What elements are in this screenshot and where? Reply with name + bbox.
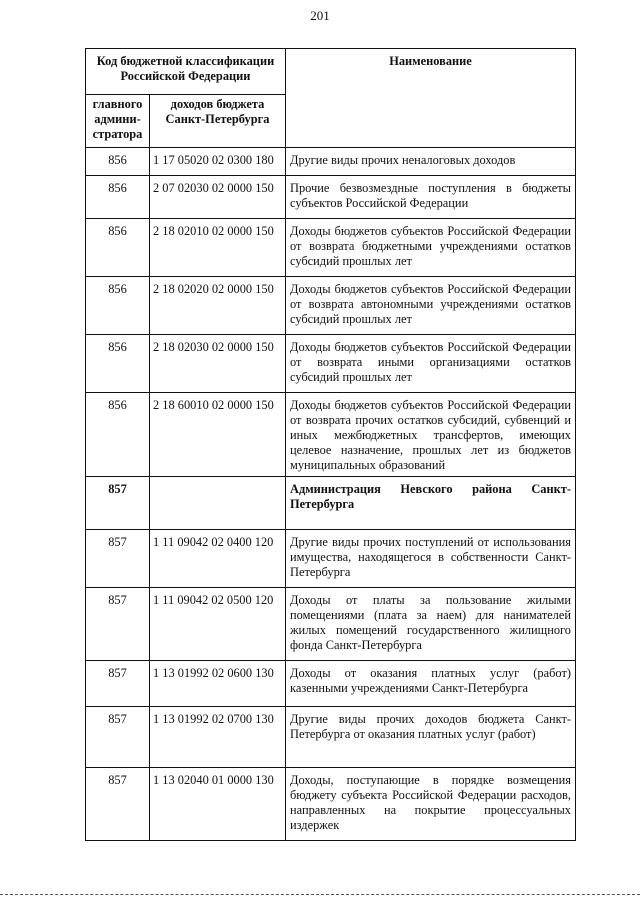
income-code-cell: 1 11 09042 02 0500 120 [150,588,286,661]
income-name-cell: Доходы бюджетов субъектов Российской Федерации от возврата иными организациями остатков субсидий прошлых лет [286,335,576,393]
income-code-cell: 1 11 09042 02 0400 120 [150,530,286,588]
table-row [86,661,576,707]
admin-code-cell: 856 [86,219,150,277]
admin-code-cell: 857 [86,661,150,707]
table-row [86,277,576,335]
table-row [86,530,576,588]
table-row [86,588,576,661]
income-code-cell: 1 13 01992 02 0700 130 [150,707,286,768]
table-row [86,176,576,219]
income-name-cell: Доходы бюджетов субъектов Российской Федерации от возврата прочих остатков субсидий, субвенций и иных межбюджетных трансфертов, имеющих целевое назначение, прошлых лет из бюджетов муниципальных образований [286,393,576,477]
income-name-cell: Доходы бюджетов субъектов Российской Федерации от возврата бюджетными учреждениями остатков субсидий прошлых лет [286,219,576,277]
table-row [86,148,576,176]
admin-code-cell: 857 [86,530,150,588]
header-name: Наименование [286,49,576,148]
table-body [86,148,576,841]
income-name-cell: Доходы, поступающие в порядке возмещения бюджету субъекта Российской Федерации расходов, направленных на покрытие процессуальных издержек [286,768,576,841]
income-name-cell: Другие виды прочих неналоговых доходов [286,148,576,176]
scan-edge-divider [0,894,640,897]
income-name-cell: Другие виды прочих поступлений от использования имущества, находящегося в собственности Санкт-Петербурга [286,530,576,588]
table-row [86,335,576,393]
income-code-cell: 1 13 02040 01 0000 130 [150,768,286,841]
header-main-administrator: главного админи-стратора [86,95,150,148]
admin-code-cell: 857 [86,707,150,768]
income-name-cell: Прочие безвозмездные поступления в бюджеты субъектов Российской Федерации [286,176,576,219]
table-row [86,707,576,768]
admin-code-cell: 857 [86,768,150,841]
table-row-section-header [86,477,576,530]
admin-code-cell: 856 [86,148,150,176]
income-code-cell: 2 07 02030 02 0000 150 [150,176,286,219]
income-code-cell: 2 18 02030 02 0000 150 [150,335,286,393]
admin-code-cell: 856 [86,277,150,335]
header-budget-income: доходов бюджета Санкт-Петербурга [150,95,286,148]
admin-code-cell: 857 [86,477,150,530]
income-code-cell: 1 13 01992 02 0600 130 [150,661,286,707]
income-name-cell: Другие виды прочих доходов бюджета Санкт-Петербурга от оказания платных услуг (работ) [286,707,576,768]
admin-code-cell: 856 [86,393,150,477]
page-number: 201 [310,8,330,23]
admin-code-cell: 857 [86,588,150,661]
income-code-cell: 1 17 05020 02 0300 180 [150,148,286,176]
income-name-cell: Доходы бюджетов субъектов Российской Федерации от возврата автономными учреждениями остатков субсидий прошлых лет [286,277,576,335]
budget-classification-table [85,48,576,841]
income-code-cell [150,477,286,530]
table-row [86,393,576,477]
table-header [86,49,576,148]
income-name-cell: Доходы от платы за пользование жилыми помещениями (плата за наем) для нанимателей жилых помещений государственного жилищного фонда Санкт-Петербурга [286,588,576,661]
admin-code-cell: 856 [86,335,150,393]
administrator-name-cell: Администрация Невского района Санкт-Петербурга [286,477,576,530]
income-name-cell: Доходы от оказания платных услуг (работ) казенными учреждениями Санкт-Петербурга [286,661,576,707]
table-row [86,768,576,841]
table-row [86,219,576,277]
header-classification-code: Код бюджетной классификации Российской Федерации [86,49,286,95]
income-code-cell: 2 18 02020 02 0000 150 [150,277,286,335]
income-code-cell: 2 18 02010 02 0000 150 [150,219,286,277]
income-code-cell: 2 18 60010 02 0000 150 [150,393,286,477]
admin-code-cell: 856 [86,176,150,219]
